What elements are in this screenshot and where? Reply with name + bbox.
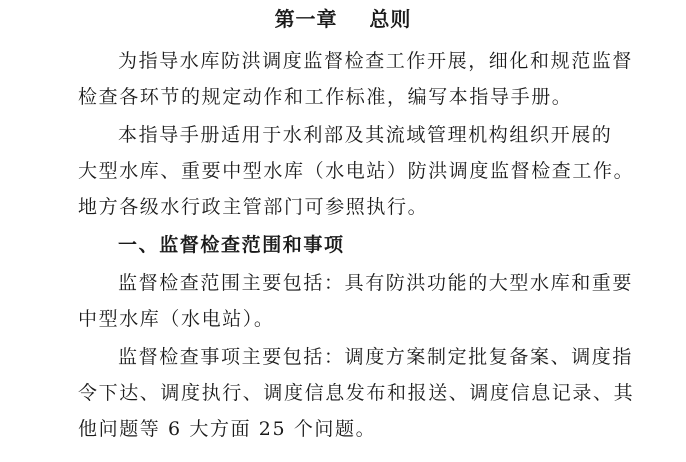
- paragraph-line: 本指导手册适用于水利部及其流域管理机构组织开展的: [118, 124, 613, 146]
- chapter-title: 第一章 总则: [274, 7, 412, 31]
- paragraph-line: 监督检查事项主要包括：调度方案制定批复备案、调度指: [118, 346, 634, 368]
- paragraph-line: 他问题等 6 大方面 25 个问题。: [78, 418, 377, 440]
- paragraph-line: 地方各级水行政主管部门可参照执行。: [78, 196, 429, 218]
- paragraph-line: 大型水库、重要中型水库（水电站）防洪调度监督检查工作。: [78, 160, 635, 182]
- paragraph-line: 为指导水库防洪调度监督检查工作开展，细化和规范监督: [118, 50, 634, 72]
- paragraph-line: 令下达、调度执行、调度信息发布和报送、调度信息记录、其: [78, 382, 635, 404]
- paragraph-line: 监督检查范围主要包括：具有防洪功能的大型水库和重要: [118, 272, 634, 294]
- section-heading: 一、监督检查范围和事项: [118, 234, 345, 256]
- paragraph-line: 中型水库（水电站）。: [78, 308, 275, 330]
- paragraph-line: 检查各环节的规定动作和工作标准，编写本指导手册。: [78, 86, 573, 108]
